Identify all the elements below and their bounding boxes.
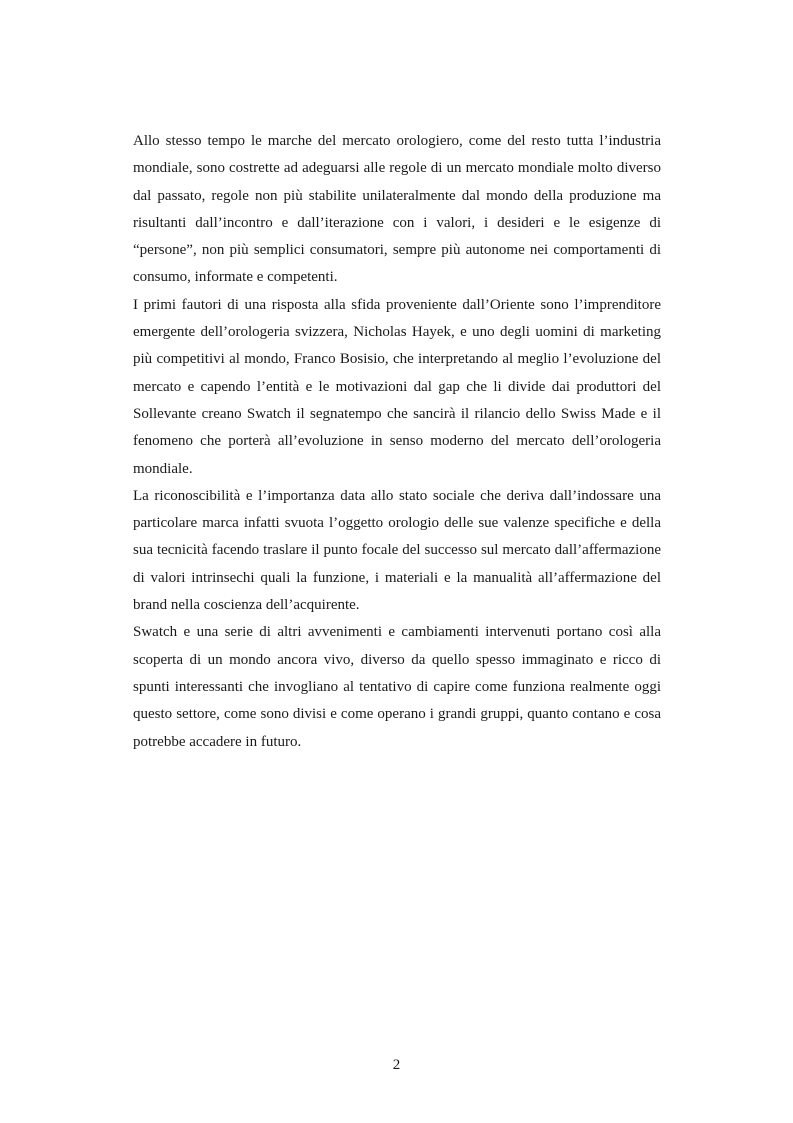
paragraph-1: Allo stesso tempo le marche del mercato orologiero, come del resto tutta l’industria mondiale, sono costrette ad adeguarsi alle regole di un mercato mondiale molto diverso dal passato, regole non più stabilite unilateralmente dal mondo della produzione ma risultanti dall’incontro e dall’iterazione con i valori, i desideri e le esigenze di “persone”, non più semplici consumatori, sempre più autonome nei comportamenti di consumo, informate e competenti. [133,133,661,286]
page-number: 2 [392,1057,401,1073]
body-text [133,128,661,756]
paragraph-2: I primi fautori di una risposta alla sfida proveniente dall’Oriente sono l’imprenditore emergente dell’orologeria svizzera, Nicholas Hayek, e uno degli uomini di marketing più competitivi al mondo, Franco Bosisio, che interpretando al meglio l’evoluzione del mercato e capendo l’entità e le motivazioni dal gap che li divide dai produttori del Sollevante creano Swatch il segnatempo che sancirà il rilancio dello Swiss Made e il fenomeno che porterà all’evoluzione in senso moderno del mercato dell’orologeria mondiale. [133,296,661,477]
paragraph-3: La riconoscibilità e l’importanza data allo stato sociale che deriva dall’indossare una particolare marca infatti svuota l’oggetto orologio delle sue valenze specifiche e della sua tecnicità facendo traslare il punto focale del successo sul mercato dall’affermazione di valori intrinsechi quali la funzione, i materiali e la manualità all’affermazione del brand nella coscienza dell’acquirente. [133,487,661,614]
paragraph-4: Swatch e una serie di altri avvenimenti e cambiamenti intervenuti portano così alla scoperta di un mondo ancora vivo, diverso da quello spesso immaginato e ricco di spunti interessanti che invogliano al tentativo di capire come funziona realmente oggi questo settore, come sono divisi e come operano i grandi gruppi, quanto contano e cosa potrebbe accadere in futuro. [133,624,661,750]
